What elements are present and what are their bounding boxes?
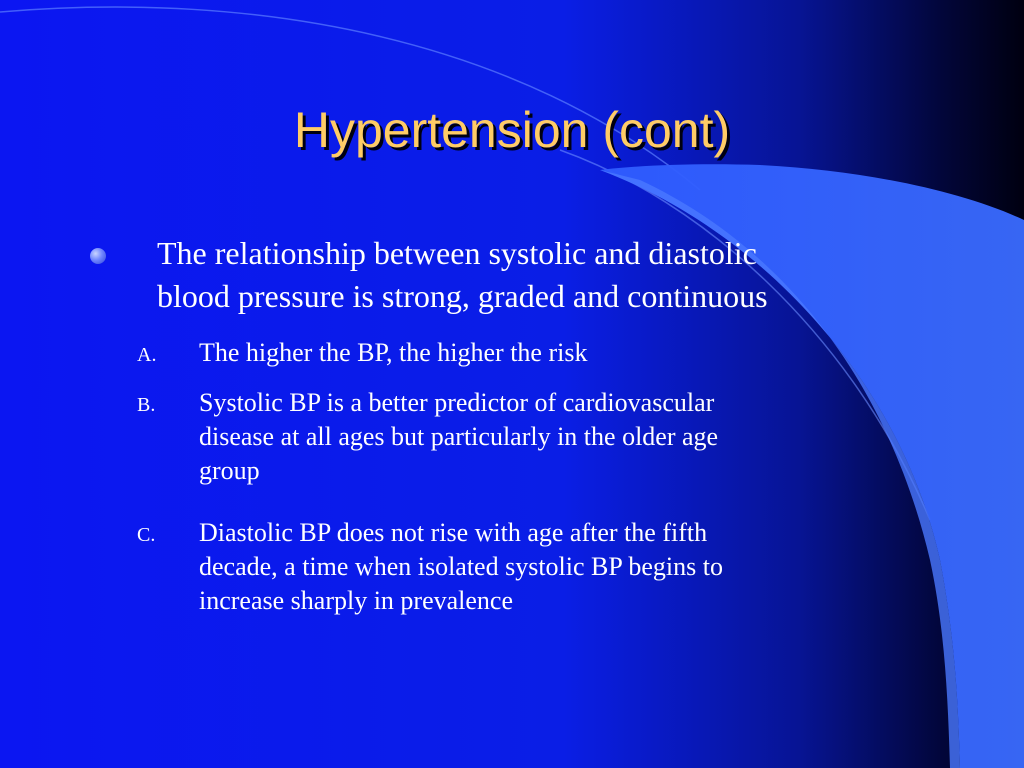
sub-item-line: group (199, 456, 260, 485)
main-bullet-line: blood pressure is strong, graded and continuous (157, 278, 768, 314)
main-bullet-text (157, 232, 937, 318)
sub-item-line: The higher the BP, the higher the risk (199, 338, 588, 367)
sub-item-line: decade, a time when isolated systolic BP begins to (199, 552, 723, 581)
sub-item-marker: B. (137, 394, 156, 416)
sub-item-line: disease at all ages but particularly in the older age (199, 422, 719, 451)
sub-item-text (199, 386, 899, 488)
sub-item-line: Systolic BP is a better predictor of cardiovascular (199, 388, 715, 417)
sub-item-text (199, 336, 899, 370)
sub-item-marker: A. (137, 344, 157, 366)
slide-title: Hypertension (cont) (293, 102, 731, 158)
sub-item-marker: C. (137, 524, 156, 546)
sub-item-text (199, 516, 899, 618)
sub-item-line: increase sharply in prevalence (199, 586, 514, 615)
sub-item-line: Diastolic BP does not rise with age after the fifth (199, 518, 708, 547)
main-bullet-line: The relationship between systolic and diastolic (157, 235, 757, 271)
bullet-dot-icon (90, 248, 106, 264)
